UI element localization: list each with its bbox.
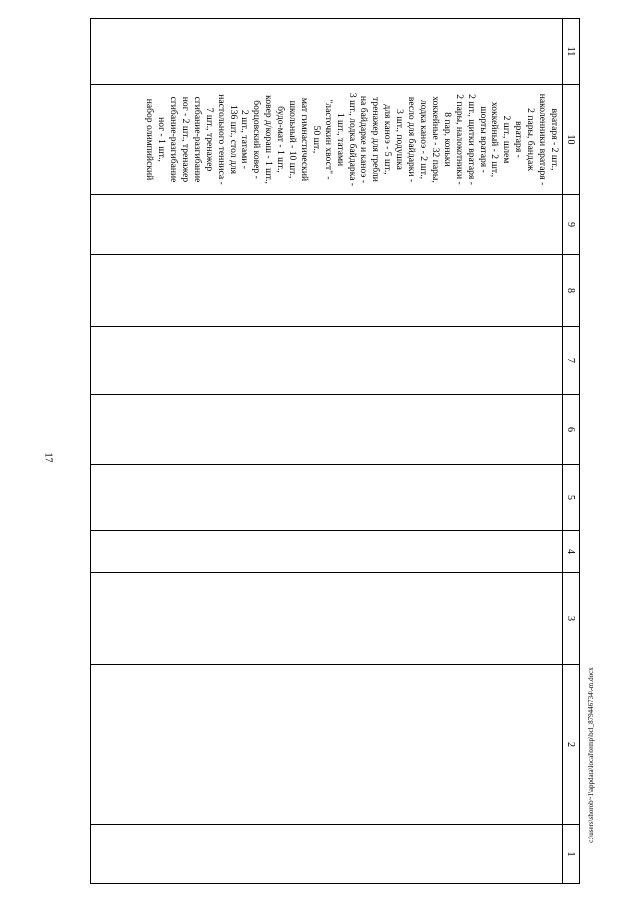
equipment-line: ног - 2 шт., тренажер bbox=[179, 96, 191, 183]
equipment-line: 2 шт., татами - bbox=[239, 110, 251, 169]
col-header: 8 bbox=[563, 255, 580, 327]
rotated-table bbox=[90, 18, 580, 883]
cell-col-8 bbox=[91, 255, 563, 327]
equipment-line: хоккейные - 32 пары, bbox=[429, 96, 441, 183]
col-header: 5 bbox=[563, 465, 580, 531]
equipment-line: ног - 1 шт., bbox=[156, 117, 168, 162]
equipment-line: 8 пар, коньки bbox=[441, 112, 453, 167]
equipment-line: лодка каноэ - 2 шт., bbox=[418, 99, 430, 180]
cell-col-4 bbox=[91, 531, 563, 573]
cell-col-11 bbox=[91, 19, 563, 85]
col-header: 4 bbox=[563, 531, 580, 573]
equipment-line: сгибание-разгибание bbox=[191, 96, 203, 183]
equipment-line: настольного тенниса - bbox=[215, 94, 227, 185]
equipment-line: борцовский ковер - bbox=[251, 100, 263, 179]
header-row bbox=[563, 19, 580, 884]
equipment-line: 3 шт., лодка байдарка - bbox=[346, 92, 358, 187]
equipment-line: школьный - 10 шт., bbox=[287, 100, 299, 179]
cell-col-2 bbox=[91, 665, 563, 825]
footer-file-path: c:\users\shorob~1\appdata\local\temp\bcl_879446734\-m.docx bbox=[587, 667, 595, 843]
equipment-line: на байдарке и каноэ - bbox=[358, 95, 370, 184]
equipment-lines bbox=[143, 88, 560, 191]
equipment-line: 2 шт., щитки вратаря - bbox=[465, 94, 477, 185]
cell-col-5 bbox=[91, 465, 563, 531]
equipment-line: 136 шт., стол для bbox=[227, 104, 239, 175]
col-header: 7 bbox=[563, 327, 580, 395]
cell-col-7 bbox=[91, 327, 563, 395]
table-container bbox=[90, 18, 580, 883]
equipment-line: вратаря - 2 шт., bbox=[549, 108, 560, 171]
col-header: 6 bbox=[563, 395, 580, 465]
equipment-line: для каноэ - 5 шт., bbox=[382, 104, 394, 175]
col-header: 1 bbox=[563, 825, 580, 884]
table-row bbox=[91, 19, 563, 884]
equipment-line: хоккейный - 2 шт., bbox=[489, 101, 501, 178]
equipment-line: будо-мат - 1 шт., bbox=[275, 106, 287, 173]
equipment-line: тренажер для гребли bbox=[370, 97, 382, 182]
equipment-line: мат гимнастический bbox=[298, 97, 310, 182]
equipment-line: 2 пары, налокотники - bbox=[453, 94, 465, 185]
equipment-line: весло для байдарки - bbox=[406, 96, 418, 183]
cell-col-3 bbox=[91, 573, 563, 665]
cell-col-10 bbox=[91, 85, 563, 195]
col-header: 11 bbox=[563, 19, 580, 85]
col-header: 2 bbox=[563, 665, 580, 825]
equipment-line: 1 шт., татами bbox=[334, 112, 346, 167]
equipment-line: наколенники вратаря - bbox=[537, 93, 549, 186]
equipment-line: 2 шт., шлем bbox=[501, 115, 513, 164]
equipment-table bbox=[90, 18, 580, 884]
col-header: 9 bbox=[563, 195, 580, 255]
cell-col-9 bbox=[91, 195, 563, 255]
equipment-line: 7 шт., тренажер bbox=[203, 107, 215, 172]
cell-col-1 bbox=[91, 825, 563, 884]
col-header: 10 bbox=[563, 85, 580, 195]
equipment-line: вратаря - bbox=[513, 121, 525, 158]
equipment-line: шорты вратаря - bbox=[477, 106, 489, 173]
page-number: 17 bbox=[42, 452, 54, 463]
equipment-line: сгибание-разгибание bbox=[168, 96, 179, 183]
equipment-line: "ласточкин хвост" - bbox=[322, 99, 334, 180]
equipment-line: 3 шт., подушка bbox=[394, 109, 406, 170]
equipment-line: 2 пары, бандаж bbox=[525, 108, 537, 171]
equipment-line: ковер д/кораш - 1 шт., bbox=[263, 95, 275, 184]
equipment-line: набор олимпийский bbox=[144, 98, 156, 181]
col-header: 3 bbox=[563, 573, 580, 665]
equipment-line: 50 шт., bbox=[310, 125, 322, 154]
cell-col-6 bbox=[91, 395, 563, 465]
